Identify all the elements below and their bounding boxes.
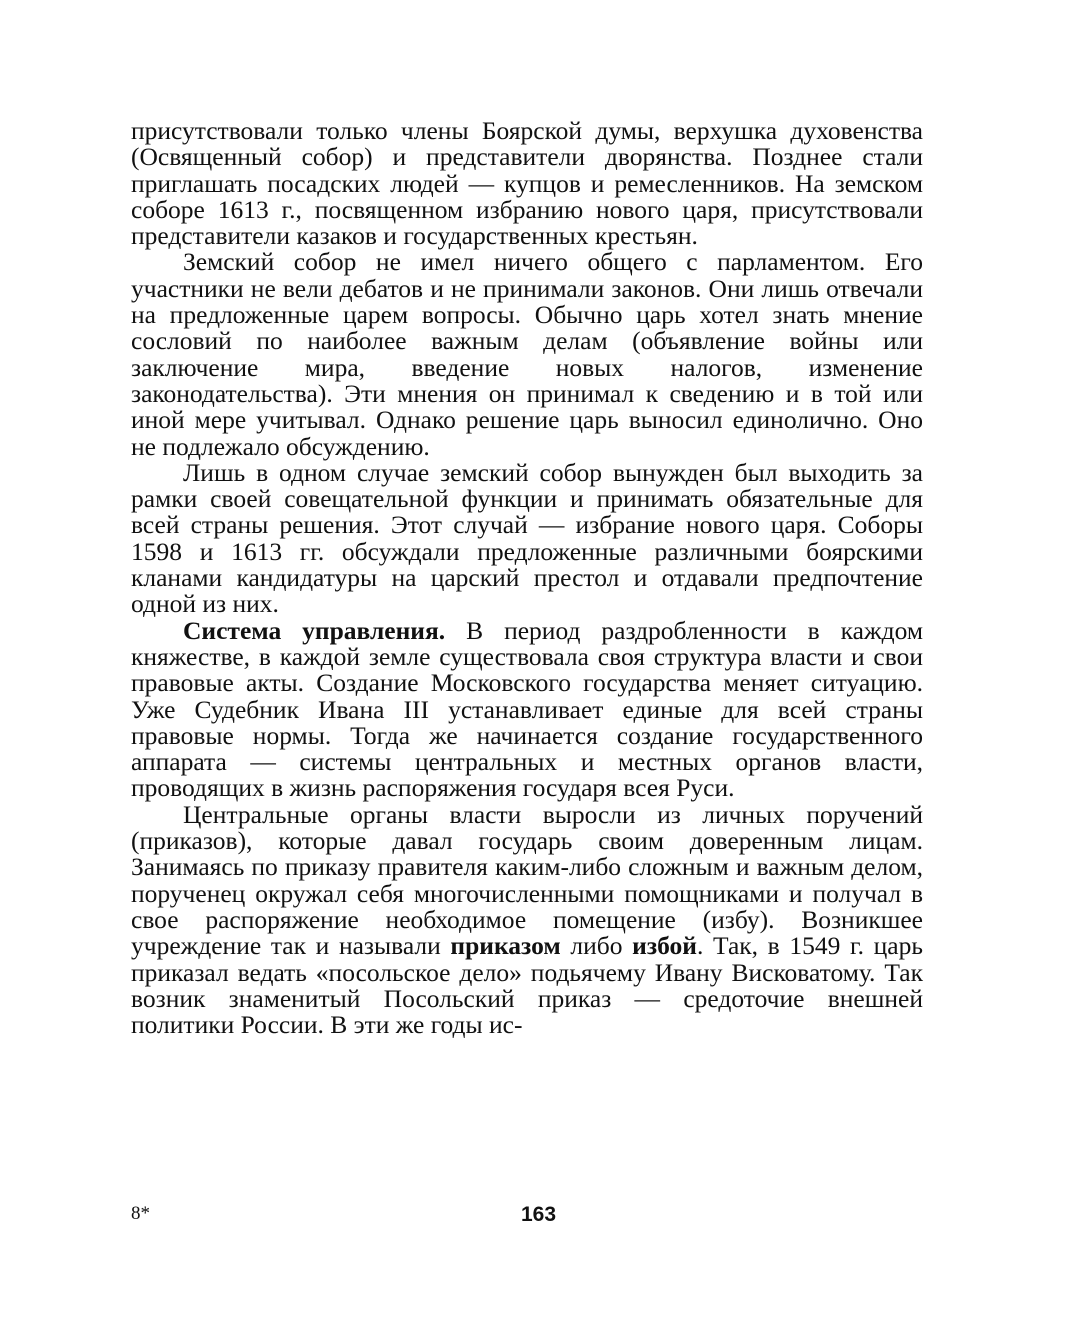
paragraph-5-text-c: . Так, в 1549 г. царь приказал ведать «посольское дело» подьячему Ивану Висковатому. Так возник знаменитый Посольский приказ — средоточие внешней политики России. В эти же годы ис-	[131, 931, 923, 1040]
paragraph-5-text-a: Центральные органы власти выросли из личных поручений (приказов), которые давал государь своим доверенным лицам. Занимаясь по приказу правителя каким-либо сложным и важным делом, порученец окружал себя многочисленными помощниками и получал в свое распоряжение необходимое помещение (избу). Возникшее учреждение так и называли	[131, 799, 923, 961]
section-heading: Система управления.	[183, 615, 446, 645]
paragraph-1: присутствовали только члены Боярской думы, верхушка духовенства (Освященный собор) и представители дворянства. Позднее стали приглашать посадских людей — купцов и ремесленников. На земском соборе 1613 г., посвященном избранию нового царя, присутствовали представители казаков и государственных крестьян.	[131, 116, 923, 251]
paragraph-2: Земский собор не имел ничего общего с парламентом. Его участники не вели дебатов и не принимали законов. Они лишь отвечали на предложенные царем вопросы. Обычно царь хотел знать мнение сословий по наиболее важным делам (объявление войны или заключение мира, введение новых налогов, изменение законодательства). Эти мнения он принимал к сведению и в той или иной мере учитывал. Однако решение царь выносил единолично. Оно не подлежало обсуждению.	[131, 247, 923, 461]
page-body	[131, 118, 923, 1038]
paragraph-5-text-b: либо	[560, 931, 633, 961]
paragraph-3: Лишь в одном случае земский собор вынужден был выходить за рамки своей совещательной функции и принимать обязательные для всей страны решения. Этот случай — избрание нового царя. Соборы 1598 и 1613 гг. обсуждали предложенные различными боярскими кланами кандидатуры на царский престол и отдавали предпочтение одной из них.	[131, 457, 923, 619]
term-izba: избой	[632, 931, 697, 961]
paragraph-4-text: В период раздробленности в каждом княжестве, в каждой земле существовала своя структура власти и свои правовые акты. Создание Московского государства меняет ситуацию. Уже Судебник Ивана III устанавливает единые для всей страны правовые нормы. Тогда же начинается создание государственного аппарата — системы центральных и местных органов власти, проводящих в жизнь распоряжения государя всея Руси.	[131, 615, 923, 803]
paragraph-5	[131, 799, 923, 1040]
paragraph-4	[131, 615, 923, 803]
term-prikaz: приказом	[450, 931, 561, 961]
page-number: 163	[520, 1203, 557, 1226]
signature-mark: 8*	[131, 1203, 150, 1224]
